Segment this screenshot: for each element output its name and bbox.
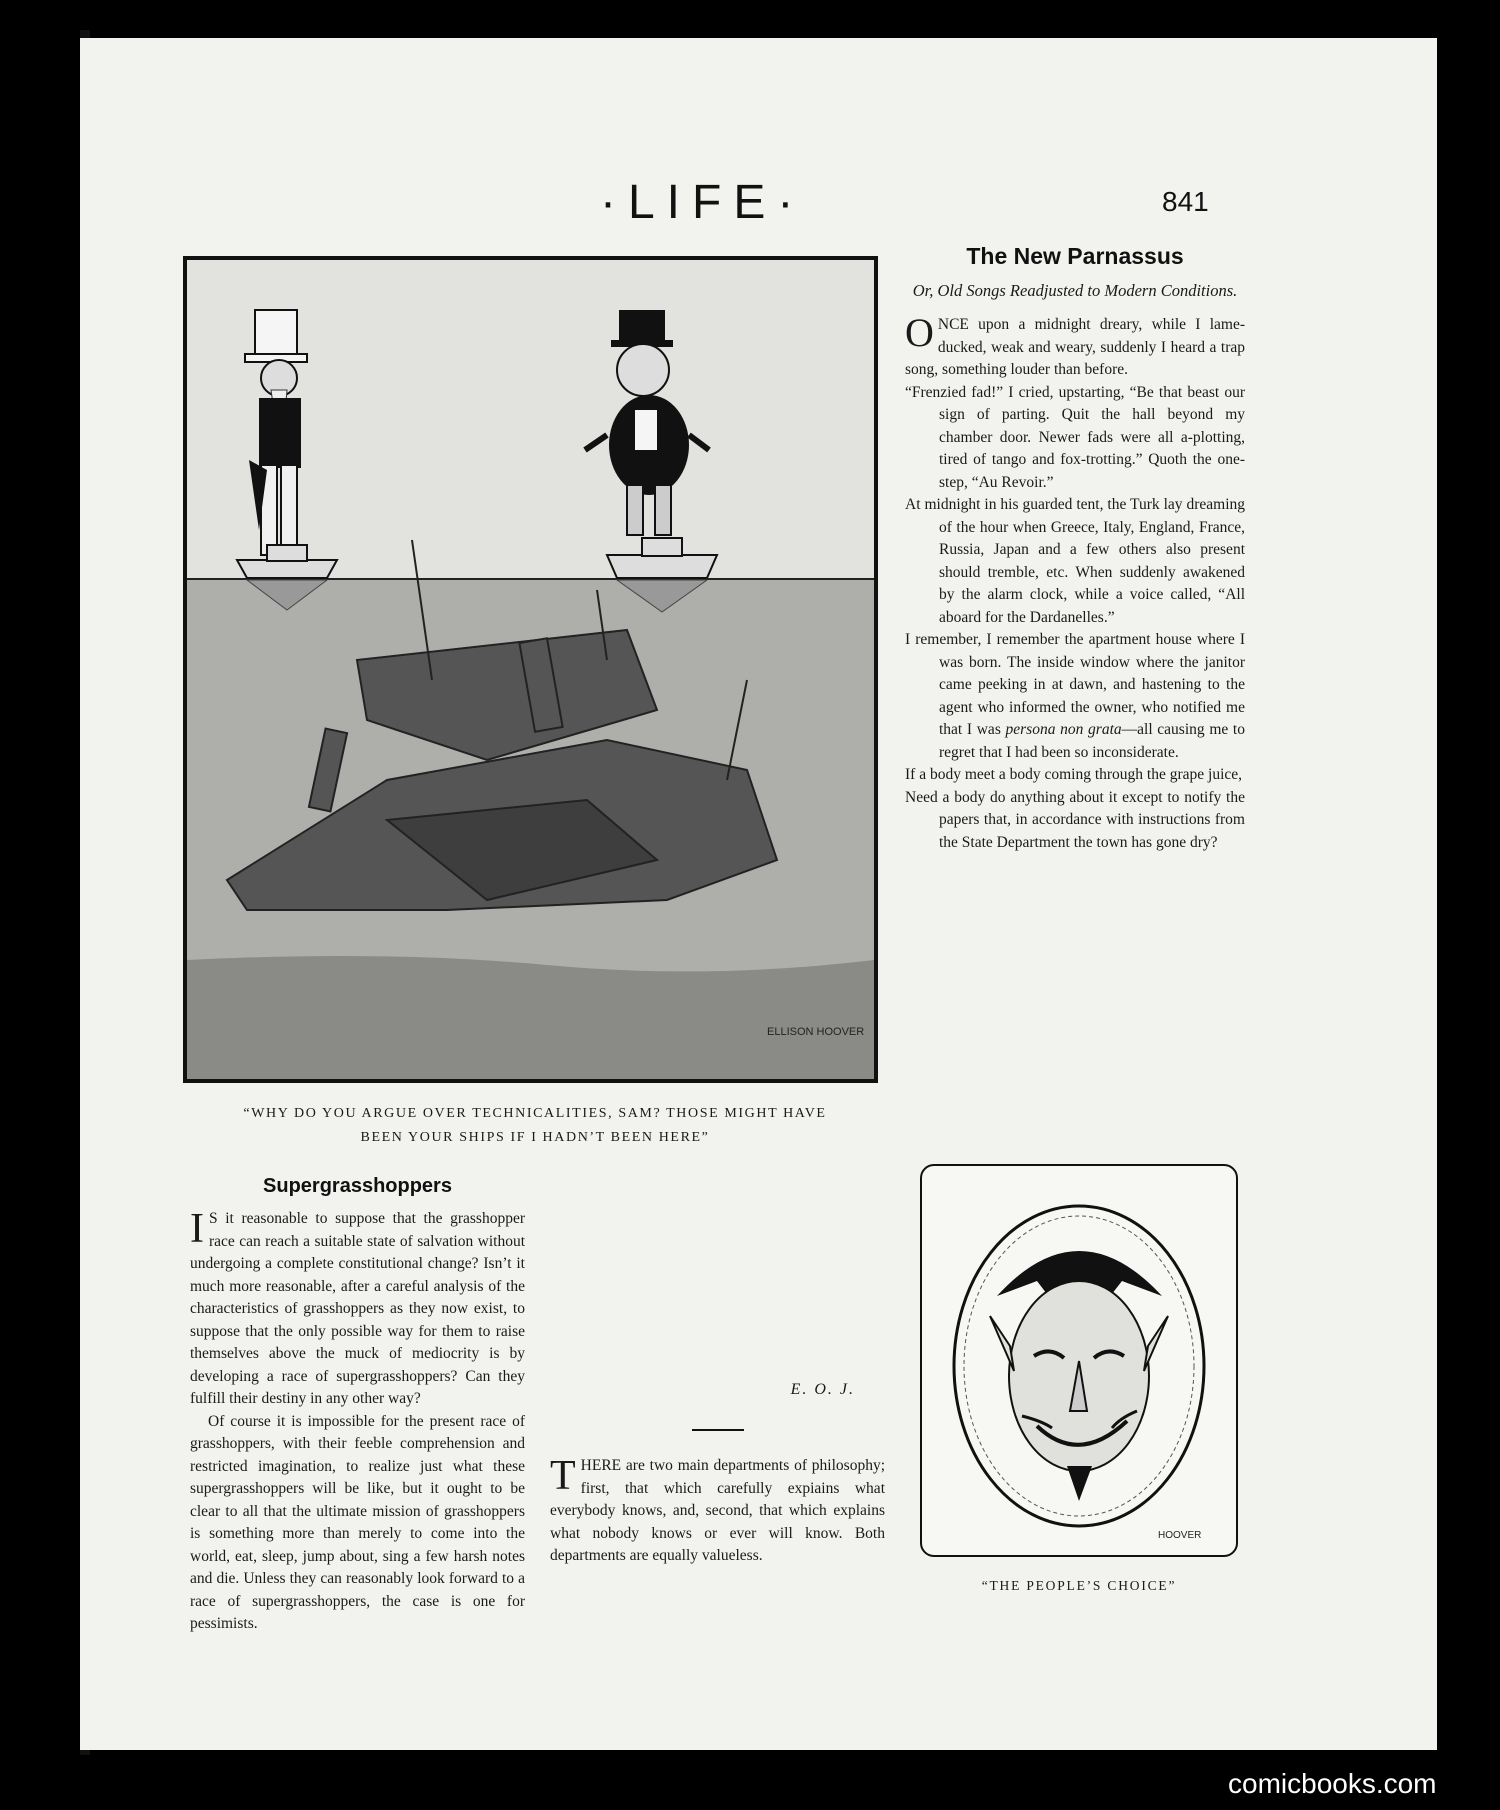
cartoon-illustration [183, 256, 878, 1083]
middle-column [550, 1175, 885, 1568]
parnassus-stanza-3: At midnight in his guarded tent, the Turk lay dreaming of the hour when Greece, Italy, England, France, Russia, Japan and a few others also present should tremble, etc. When suddenly awakened by the alarm clock, while a voice called, “All aboard for the Dardanelles.” [905, 496, 1245, 626]
stanza-4-italic: persona non grata [1005, 721, 1122, 738]
sunken-ships-drawing [187, 260, 874, 1079]
parnassus-article [905, 243, 1245, 854]
parnassus-title: The New Parnassus [966, 243, 1184, 269]
cartoon-caption-line-1: “WHY DO YOU ARGUE OVER TECHNICALITIES, SAM? THOSE MIGHT HAVE [243, 1106, 827, 1121]
parnassus-stanza-6: Need a body do anything about it except to notify the papers that, in accordance with instructions from the State Department the town has gone dry? [905, 788, 1245, 851]
devil-portrait-drawing [922, 1166, 1236, 1555]
philosophy-text: HERE are two main departments of philosophy; first, that which carefully expiains what everybody knows, and, second, that which explains what nobody knows or ever will know. Both departments are equally valueless. [550, 1457, 885, 1564]
page-number: 841 [1162, 186, 1209, 217]
cartoon-signature: ELLISON HOOVER [767, 1026, 865, 1038]
stanza-dropcap: O [905, 310, 934, 355]
parnassus-subtitle: Or, Old Songs Readjusted to Modern Conditions. [912, 281, 1238, 300]
supergrasshoppers-continuation [550, 1175, 885, 1377]
portrait-illustration [920, 1164, 1238, 1557]
article-signature: E. O. J. [790, 1381, 855, 1398]
portrait-caption: “THE PEOPLE’S CHOICE” [981, 1578, 1177, 1593]
supergrasshoppers-article [190, 1175, 525, 1659]
philosophy-dropcap: T [550, 1453, 576, 1499]
supergrasshoppers-paragraph-2: Of course it is impossible for the present race of grasshoppers, with their feeble comprehension and restricted imagination, to realize just what these supergrasshoppers will be like, but it ought to be clear to all that the ultimate mission of grasshoppers is something more than merely to come into the world, eat, sleep, jump about, sing a few harsh notes and die. Unless they can reasonably look forward to a race of supergrasshoppers, the case is one for pessimists. [190, 1412, 525, 1632]
paragraph-dropcap: I [190, 1206, 204, 1252]
stanza-4-end: —all causing me to regret that I had been so inconsiderate. [939, 721, 1245, 761]
watermark: comicbooks.com [1228, 1768, 1437, 1799]
philosophy-paragraph [550, 1455, 885, 1568]
parnassus-stanza-5: If a body meet a body coming through the grape juice, [905, 766, 1243, 783]
paragraph-1-text: S it reasonable to suppose that the grasshopper race can reach a suitable state of salvation without undergoing a complete constitutional change? Isn’t it much more reasonable, after a careful analysis of the characteristics of grasshoppers as they now exist, to suppose that the only possible way for them to raise themselves above the muck of mediocrity is by developing a race of supergrasshoppers? Can they fulfill their destiny in any other way? [190, 1210, 525, 1407]
section-divider [692, 1429, 744, 1431]
magazine-title: ·LIFE· [600, 176, 806, 229]
supergrasshoppers-paragraph-1 [190, 1208, 525, 1411]
portrait-signature: HOOVER [1158, 1530, 1202, 1541]
cartoon-caption-line-2: BEEN YOUR SHIPS IF I HADN’T BEEN HERE” [360, 1130, 710, 1145]
cartoon-caption [190, 1102, 880, 1150]
stanza-4-text: I remember, I remember the apartment house where I was born. The inside window where the janitor came peeking in at dawn, and hastening to the agent who informed the owner, who notified me that I was [905, 631, 1245, 738]
supergrasshoppers-title: Supergrasshoppers [263, 1175, 452, 1197]
parnassus-stanza-4 [905, 629, 1245, 764]
stanza-1-text: NCE upon a midnight dreary, while I lame-ducked, weak and weary, suddenly I heard a trap song, something louder than before. [905, 316, 1245, 378]
parnassus-stanza-2: “Frenzied fad!” I cried, upstarting, “Be that beast our sign of parting. Quit the hall beyond my chamber door. Newer fads were all a-plotting, tired of tango and fox-trotting.” Quoth the one-step, “Au Revoir.” [905, 383, 1245, 491]
parnassus-stanza-1 [905, 310, 1245, 382]
